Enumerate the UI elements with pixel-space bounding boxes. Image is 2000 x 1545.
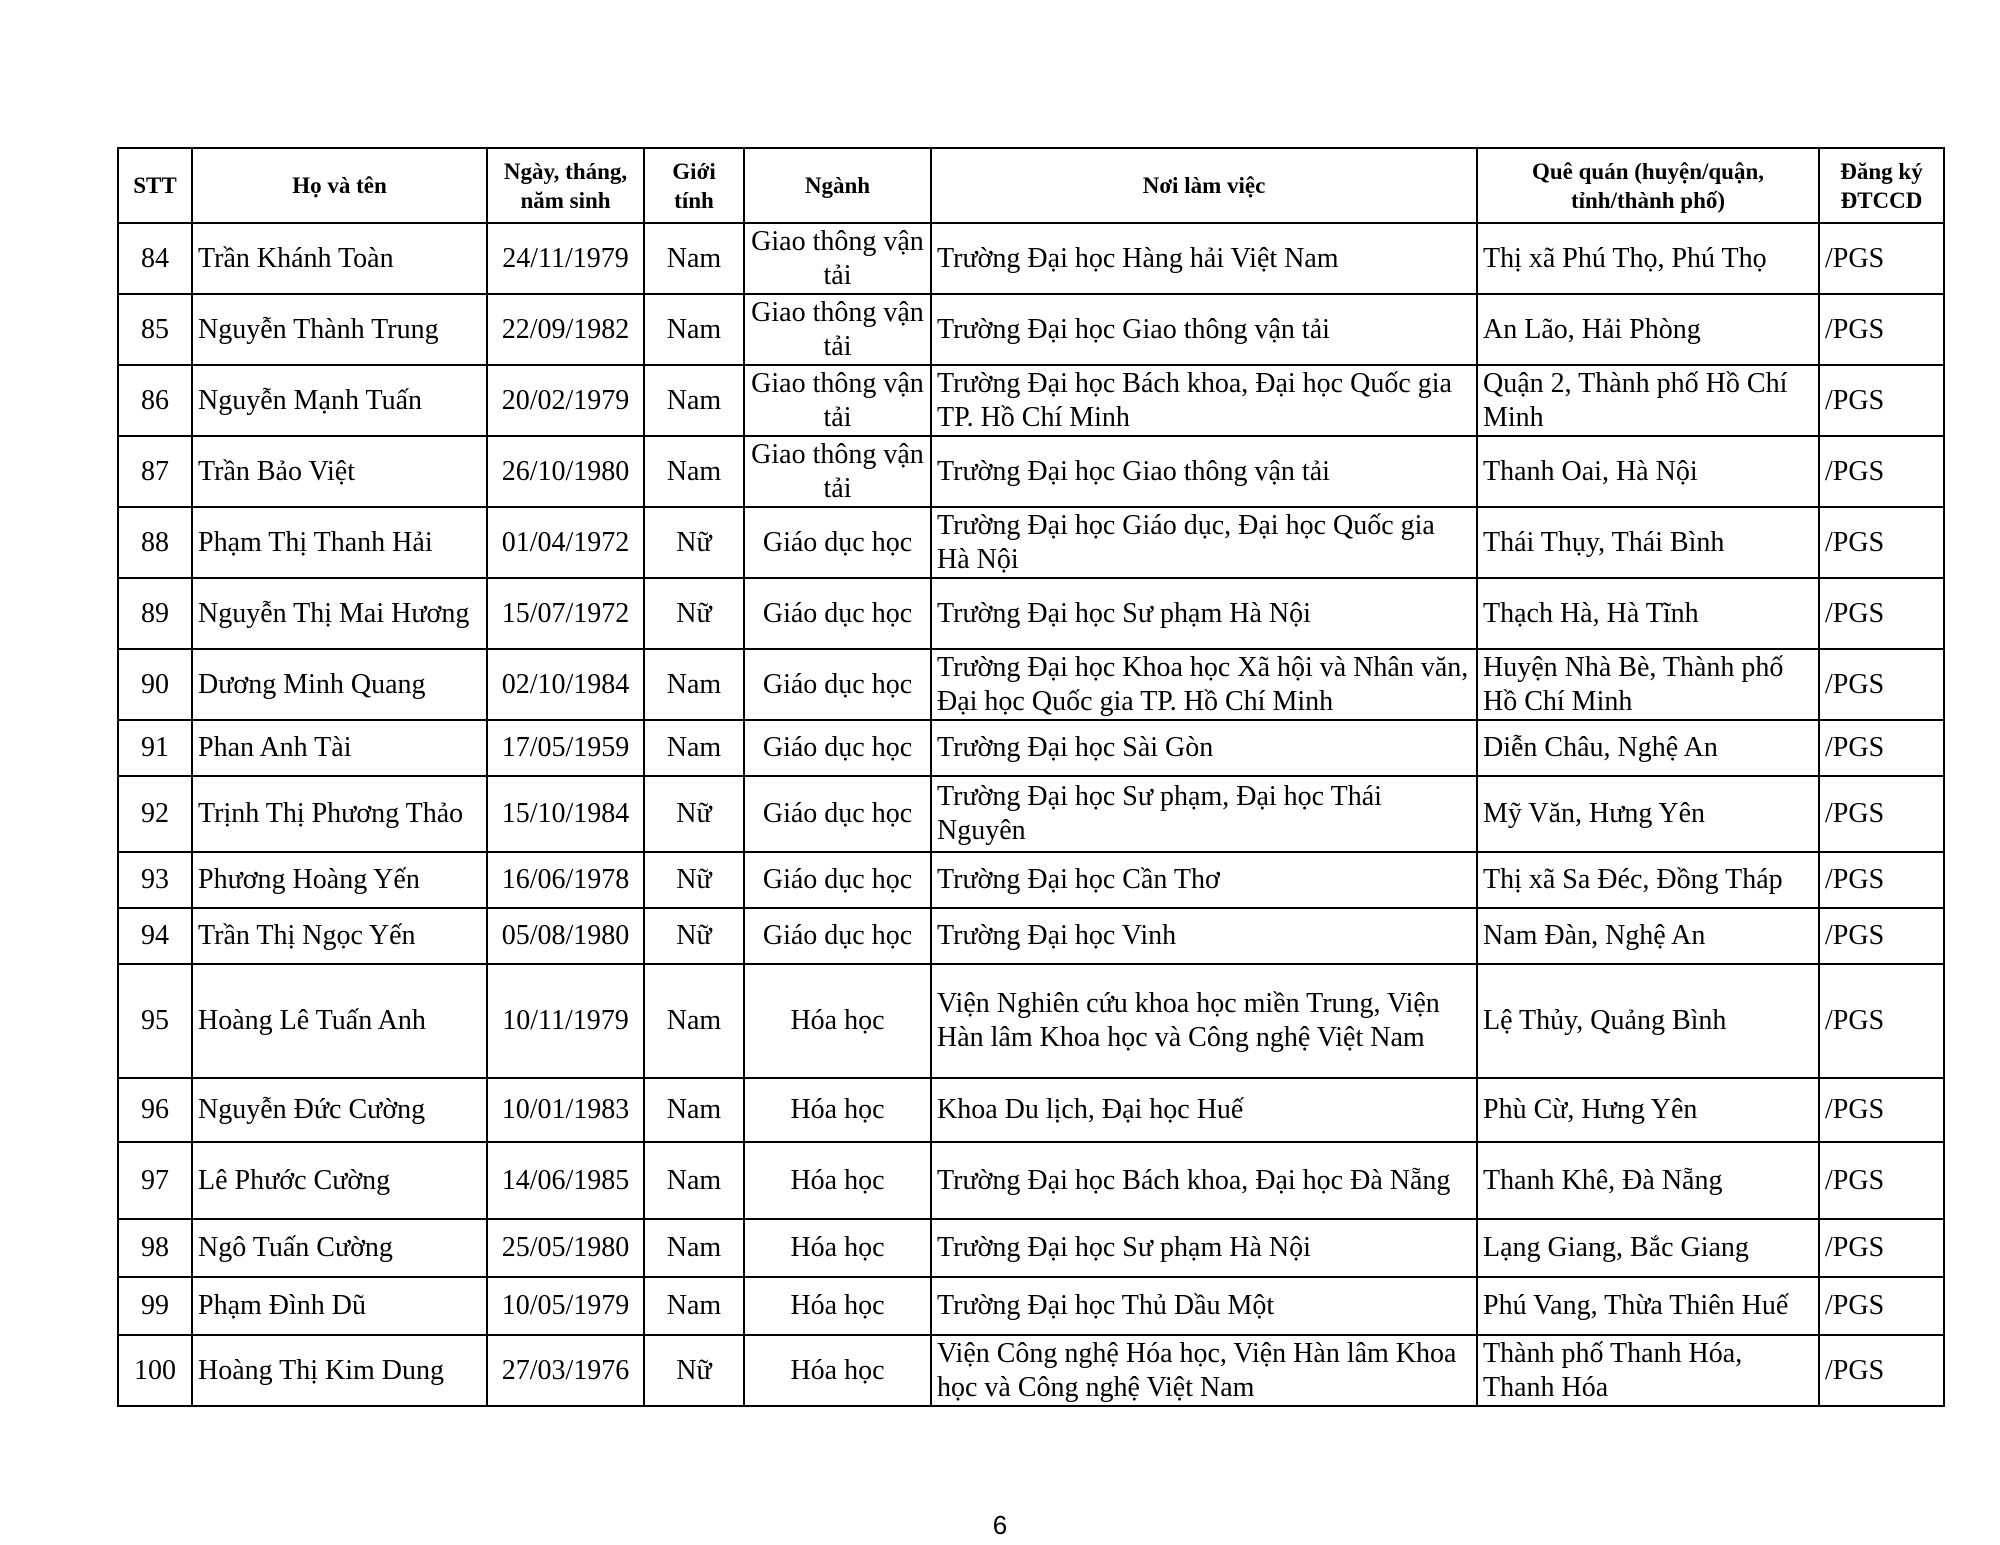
cell-workplace: Trường Đại học Cần Thơ	[931, 852, 1477, 908]
cell-gender: Nam	[644, 1277, 744, 1335]
cell-workplace: Trường Đại học Sư phạm Hà Nội	[931, 1219, 1477, 1277]
cell-workplace: Trường Đại học Sư phạm Hà Nội	[931, 578, 1477, 649]
cell-workplace: Trường Đại học Giao thông vận tải	[931, 436, 1477, 507]
cell-field: Hóa học	[744, 1219, 931, 1277]
cell-name: Dương Minh Quang	[192, 649, 487, 720]
cell-workplace: Trường Đại học Vinh	[931, 908, 1477, 964]
cell-stt: 90	[118, 649, 192, 720]
table-row	[118, 578, 1944, 649]
cell-hometown: Thị xã Sa Đéc, Đồng Tháp	[1477, 852, 1819, 908]
cell-stt: 89	[118, 578, 192, 649]
cell-name: Phạm Đình Dũ	[192, 1277, 487, 1335]
cell-dob: 20/02/1979	[487, 365, 644, 436]
cell-hometown: Mỹ Văn, Hưng Yên	[1477, 776, 1819, 852]
cell-field: Hóa học	[744, 1142, 931, 1219]
cell-workplace: Trường Đại học Sư phạm, Đại học Thái Nguyên	[931, 776, 1477, 852]
table-row	[118, 1078, 1944, 1142]
cell-hometown: An Lão, Hải Phòng	[1477, 294, 1819, 365]
cell-register: /PGS	[1819, 1335, 1944, 1406]
cell-name: Phạm Thị Thanh Hải	[192, 507, 487, 578]
header-dob: Ngày, tháng, năm sinh	[487, 148, 644, 223]
cell-gender: Nam	[644, 964, 744, 1078]
cell-hometown: Thanh Oai, Hà Nội	[1477, 436, 1819, 507]
cell-register: /PGS	[1819, 578, 1944, 649]
cell-name: Hoàng Thị Kim Dung	[192, 1335, 487, 1406]
header-name: Họ và tên	[192, 148, 487, 223]
cell-gender: Nam	[644, 223, 744, 294]
cell-hometown: Huyện Nhà Bè, Thành phố Hồ Chí Minh	[1477, 649, 1819, 720]
cell-stt: 98	[118, 1219, 192, 1277]
header-field: Ngành	[744, 148, 931, 223]
cell-dob: 05/08/1980	[487, 908, 644, 964]
table-row	[118, 1142, 1944, 1219]
cell-register: /PGS	[1819, 852, 1944, 908]
cell-stt: 99	[118, 1277, 192, 1335]
cell-hometown: Thái Thụy, Thái Bình	[1477, 507, 1819, 578]
cell-register: /PGS	[1819, 908, 1944, 964]
cell-dob: 15/10/1984	[487, 776, 644, 852]
cell-workplace: Trường Đại học Hàng hải Việt Nam	[931, 223, 1477, 294]
cell-hometown: Quận 2, Thành phố Hồ Chí Minh	[1477, 365, 1819, 436]
cell-field: Giáo dục học	[744, 908, 931, 964]
table-row	[118, 1277, 1944, 1335]
cell-register: /PGS	[1819, 649, 1944, 720]
cell-dob: 16/06/1978	[487, 852, 644, 908]
cell-hometown: Phù Cừ, Hưng Yên	[1477, 1078, 1819, 1142]
cell-name: Trần Khánh Toàn	[192, 223, 487, 294]
cell-gender: Nam	[644, 365, 744, 436]
table-row	[118, 908, 1944, 964]
cell-dob: 10/05/1979	[487, 1277, 644, 1335]
cell-stt: 93	[118, 852, 192, 908]
cell-register: /PGS	[1819, 1142, 1944, 1219]
cell-name: Phan Anh Tài	[192, 720, 487, 776]
cell-field: Giáo dục học	[744, 578, 931, 649]
cell-hometown: Phú Vang, Thừa Thiên Huế	[1477, 1277, 1819, 1335]
cell-hometown: Lệ Thủy, Quảng Bình	[1477, 964, 1819, 1078]
cell-register: /PGS	[1819, 436, 1944, 507]
cell-field: Giao thông vận tải	[744, 436, 931, 507]
cell-dob: 02/10/1984	[487, 649, 644, 720]
cell-workplace: Trường Đại học Giao thông vận tải	[931, 294, 1477, 365]
cell-workplace: Trường Đại học Thủ Dầu Một	[931, 1277, 1477, 1335]
page-number: 6	[992, 1510, 1008, 1540]
cell-stt: 94	[118, 908, 192, 964]
cell-dob: 22/09/1982	[487, 294, 644, 365]
cell-gender: Nữ	[644, 1335, 744, 1406]
header-gender: Giới tính	[644, 148, 744, 223]
table-row	[118, 223, 1944, 294]
cell-gender: Nữ	[644, 507, 744, 578]
cell-workplace: Trường Đại học Giáo dục, Đại học Quốc gia Hà Nội	[931, 507, 1477, 578]
cell-name: Trần Thị Ngọc Yến	[192, 908, 487, 964]
cell-field: Giao thông vận tải	[744, 365, 931, 436]
table-row	[118, 365, 1944, 436]
cell-field: Giáo dục học	[744, 507, 931, 578]
cell-field: Giáo dục học	[744, 852, 931, 908]
cell-workplace: Trường Đại học Bách khoa, Đại học Đà Nẵng	[931, 1142, 1477, 1219]
cell-name: Trần Bảo Việt	[192, 436, 487, 507]
cell-hometown: Thanh Khê, Đà Nẵng	[1477, 1142, 1819, 1219]
cell-gender: Nam	[644, 720, 744, 776]
cell-field: Hóa học	[744, 964, 931, 1078]
cell-name: Hoàng Lê Tuấn Anh	[192, 964, 487, 1078]
cell-dob: 25/05/1980	[487, 1219, 644, 1277]
cell-field: Hóa học	[744, 1277, 931, 1335]
cell-field: Hóa học	[744, 1335, 931, 1406]
table-row	[118, 507, 1944, 578]
cell-gender: Nam	[644, 436, 744, 507]
table-row	[118, 964, 1944, 1078]
cell-workplace: Trường Đại học Bách khoa, Đại học Quốc gia TP. Hồ Chí Minh	[931, 365, 1477, 436]
cell-register: /PGS	[1819, 1078, 1944, 1142]
cell-stt: 97	[118, 1142, 192, 1219]
cell-gender: Nữ	[644, 908, 744, 964]
cell-field: Hóa học	[744, 1078, 931, 1142]
cell-dob: 10/11/1979	[487, 964, 644, 1078]
cell-hometown: Nam Đàn, Nghệ An	[1477, 908, 1819, 964]
cell-dob: 14/06/1985	[487, 1142, 644, 1219]
header-stt: STT	[118, 148, 192, 223]
cell-register: /PGS	[1819, 365, 1944, 436]
cell-gender: Nữ	[644, 776, 744, 852]
header-workplace: Nơi làm việc	[931, 148, 1477, 223]
cell-field: Giao thông vận tải	[744, 223, 931, 294]
header-register: Đăng ký ĐTCCD	[1819, 148, 1944, 223]
cell-hometown: Lạng Giang, Bắc Giang	[1477, 1219, 1819, 1277]
header-hometown: Quê quán (huyện/quận, tỉnh/thành phố)	[1477, 148, 1819, 223]
cell-name: Nguyễn Đức Cường	[192, 1078, 487, 1142]
cell-name: Nguyễn Thành Trung	[192, 294, 487, 365]
cell-dob: 10/01/1983	[487, 1078, 644, 1142]
cell-gender: Nam	[644, 1219, 744, 1277]
table-row	[118, 852, 1944, 908]
cell-field: Giáo dục học	[744, 720, 931, 776]
cell-name: Phương Hoàng Yến	[192, 852, 487, 908]
table-row	[118, 649, 1944, 720]
table-row	[118, 436, 1944, 507]
cell-gender: Nam	[644, 1078, 744, 1142]
candidate-table	[117, 147, 1945, 1407]
cell-name: Lê Phước Cường	[192, 1142, 487, 1219]
cell-stt: 92	[118, 776, 192, 852]
cell-gender: Nam	[644, 294, 744, 365]
cell-stt: 85	[118, 294, 192, 365]
cell-dob: 15/07/1972	[487, 578, 644, 649]
table-row	[118, 1219, 1944, 1277]
cell-stt: 96	[118, 1078, 192, 1142]
cell-dob: 27/03/1976	[487, 1335, 644, 1406]
cell-register: /PGS	[1819, 294, 1944, 365]
cell-gender: Nam	[644, 649, 744, 720]
cell-name: Trịnh Thị Phương Thảo	[192, 776, 487, 852]
cell-dob: 17/05/1959	[487, 720, 644, 776]
cell-gender: Nữ	[644, 852, 744, 908]
cell-gender: Nữ	[644, 578, 744, 649]
cell-gender: Nam	[644, 1142, 744, 1219]
table-header-row	[118, 148, 1944, 223]
table-body	[118, 223, 1944, 1406]
cell-dob: 01/04/1972	[487, 507, 644, 578]
cell-workplace: Viện Nghiên cứu khoa học miền Trung, Viện Hàn lâm Khoa học và Công nghệ Việt Nam	[931, 964, 1477, 1078]
cell-dob: 24/11/1979	[487, 223, 644, 294]
cell-register: /PGS	[1819, 1219, 1944, 1277]
cell-register: /PGS	[1819, 507, 1944, 578]
cell-register: /PGS	[1819, 776, 1944, 852]
cell-field: Giáo dục học	[744, 776, 931, 852]
table-row	[118, 1335, 1944, 1406]
table-row	[118, 294, 1944, 365]
cell-workplace: Khoa Du lịch, Đại học Huế	[931, 1078, 1477, 1142]
cell-hometown: Thị xã Phú Thọ, Phú Thọ	[1477, 223, 1819, 294]
cell-hometown: Thạch Hà, Hà Tĩnh	[1477, 578, 1819, 649]
cell-register: /PGS	[1819, 720, 1944, 776]
cell-hometown: Thành phố Thanh Hóa, Thanh Hóa	[1477, 1335, 1819, 1406]
cell-stt: 84	[118, 223, 192, 294]
cell-register: /PGS	[1819, 223, 1944, 294]
cell-workplace: Viện Công nghệ Hóa học, Viện Hàn lâm Khoa học và Công nghệ Việt Nam	[931, 1335, 1477, 1406]
cell-workplace: Trường Đại học Khoa học Xã hội và Nhân văn, Đại học Quốc gia TP. Hồ Chí Minh	[931, 649, 1477, 720]
cell-register: /PGS	[1819, 964, 1944, 1078]
cell-stt: 100	[118, 1335, 192, 1406]
cell-name: Ngô Tuấn Cường	[192, 1219, 487, 1277]
document-table-container	[117, 147, 1943, 1407]
cell-workplace: Trường Đại học Sài Gòn	[931, 720, 1477, 776]
cell-stt: 87	[118, 436, 192, 507]
cell-hometown: Diễn Châu, Nghệ An	[1477, 720, 1819, 776]
table-row	[118, 776, 1944, 852]
cell-name: Nguyễn Mạnh Tuấn	[192, 365, 487, 436]
cell-stt: 95	[118, 964, 192, 1078]
cell-name: Nguyễn Thị Mai Hương	[192, 578, 487, 649]
table-row	[118, 720, 1944, 776]
cell-field: Giao thông vận tải	[744, 294, 931, 365]
cell-dob: 26/10/1980	[487, 436, 644, 507]
cell-field: Giáo dục học	[744, 649, 931, 720]
cell-register: /PGS	[1819, 1277, 1944, 1335]
cell-stt: 86	[118, 365, 192, 436]
cell-stt: 91	[118, 720, 192, 776]
cell-stt: 88	[118, 507, 192, 578]
